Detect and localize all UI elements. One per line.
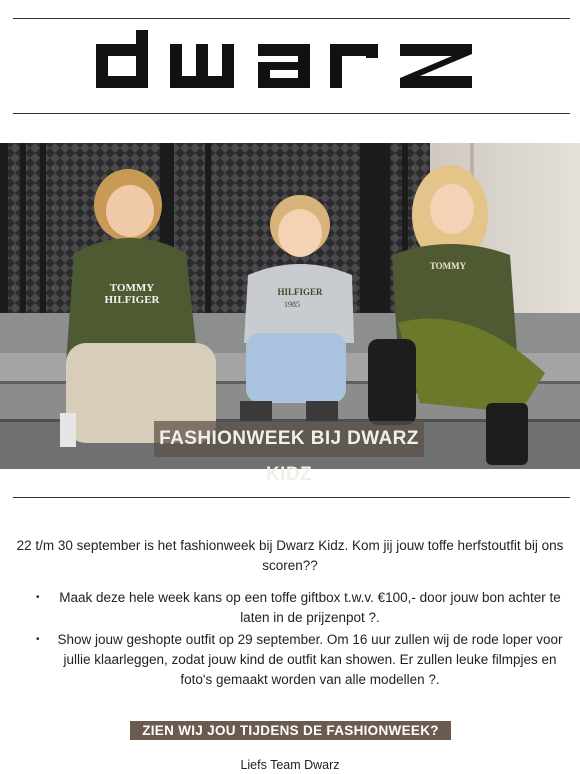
bullet-list [38,588,572,692]
top-divider [13,18,570,19]
hero-caption: FASHIONWEEK BIJ DWARZ KIDZ [154,421,424,457]
logo-divider [13,113,570,114]
intro-text: 22 t/m 30 september is het fashionweek bij Dwarz Kidz. Kom jij jouw toffe herfstoutfit bij ons scoren?? [16,537,564,573]
list-item: • Maak deze hele week kans op een toffe giftbox t.w.v. €100,- door jouw bon achter te laten in de prijzenpot ?. [38,588,572,628]
svg-text:TOMMY: TOMMY [109,282,155,294]
svg-text:HILFIGER: HILFIGER [104,294,160,306]
signoff-text: Liefs Team Dwarz [240,758,340,772]
content-divider [13,497,570,498]
list-item: • Show jouw geshopte outfit op 29 september. Om 16 uur zullen wij de rode loper voor jullie klaarleggen, zodat jouw kind de outfit kan showen. Er zullen leuke filmpjes en foto's gemaakt worden van alle modellen ?. [38,630,572,690]
svg-text:1985: 1985 [284,300,300,309]
cta-banner[interactable]: ZIEN WIJ JOU TIJDENS DE FASHIONWEEK? [130,721,451,740]
dwarz-logo[interactable] [0,26,580,92]
svg-text:TOMMY: TOMMY [429,261,467,271]
svg-text:HILFIGER: HILFIGER [277,287,323,297]
